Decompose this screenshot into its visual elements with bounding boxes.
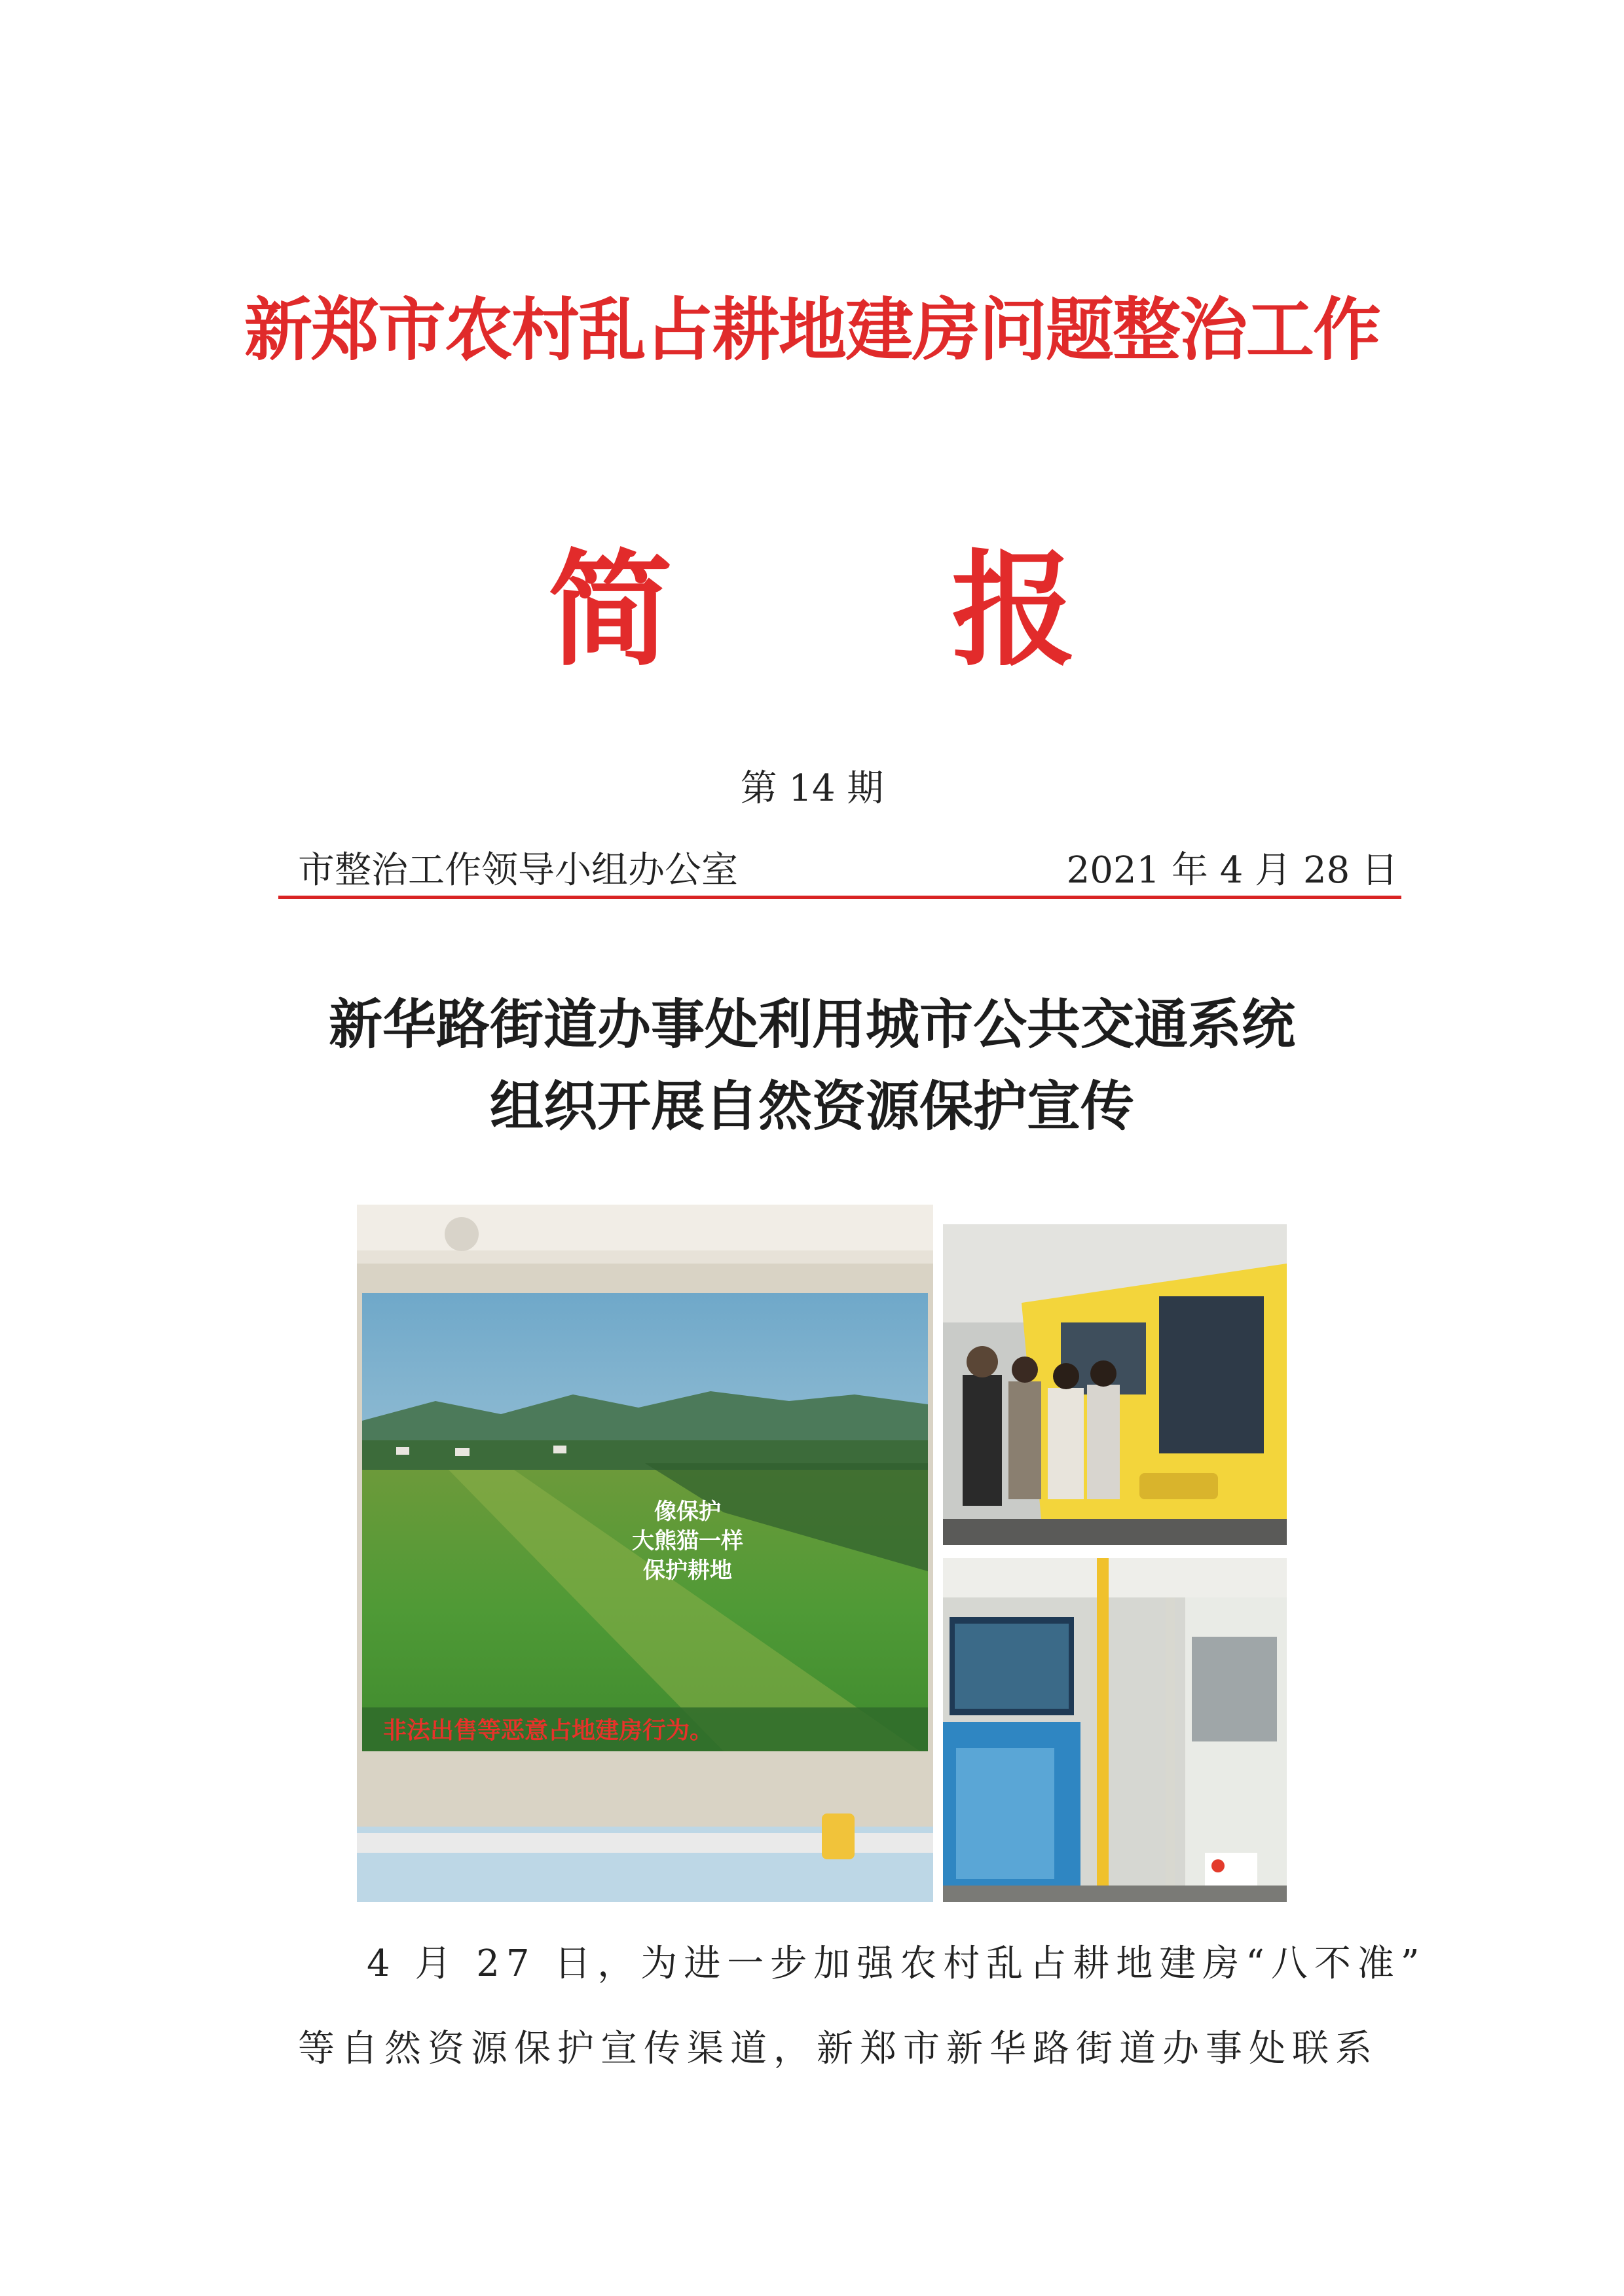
ticker-text: 非法出售等恶意占地建房行为。 — [383, 1717, 714, 1744]
overlay-text-line-3: 保护耕地 — [643, 1558, 732, 1584]
brief-title: 简 报 — [547, 537, 1194, 683]
photo-bus-interior — [943, 1558, 1287, 1902]
issue-number: 第 14 期 — [740, 767, 884, 810]
photo-bus-boarding — [943, 1224, 1287, 1545]
org-title: 新郑市农村乱占耕地建房问题整治工作 — [244, 290, 1380, 370]
article-title-line-1: 新华路街道办事处利用城市公共交通系统 — [328, 994, 1295, 1056]
photo-bus-interior-image — [943, 1558, 1287, 1902]
overlay-text-line-2: 大熊猫一样 — [632, 1528, 743, 1554]
article-title-line-2: 组织开展自然资源保护宣传 — [489, 1076, 1134, 1138]
body-paragraph-line-2: 等自然资源保护宣传渠道，新郑市新华路街道办事处联系 — [298, 2028, 1378, 2070]
photo-bus-screen — [357, 1205, 933, 1902]
issue-date: 2021 年 4 月 28 日 — [1066, 849, 1398, 892]
body-paragraph-line-1: 4 月 27 日，为进一步加强农村乱占耕地建房“八不准” — [367, 1942, 1426, 1985]
red-divider — [278, 896, 1401, 899]
issuer: 市整治工作领导小组办公室 — [298, 849, 738, 892]
overlay-text-line-1: 像保护 — [654, 1499, 721, 1525]
photo-bus-boarding-image — [943, 1224, 1287, 1545]
photo-bus-screen-image — [357, 1205, 933, 1902]
